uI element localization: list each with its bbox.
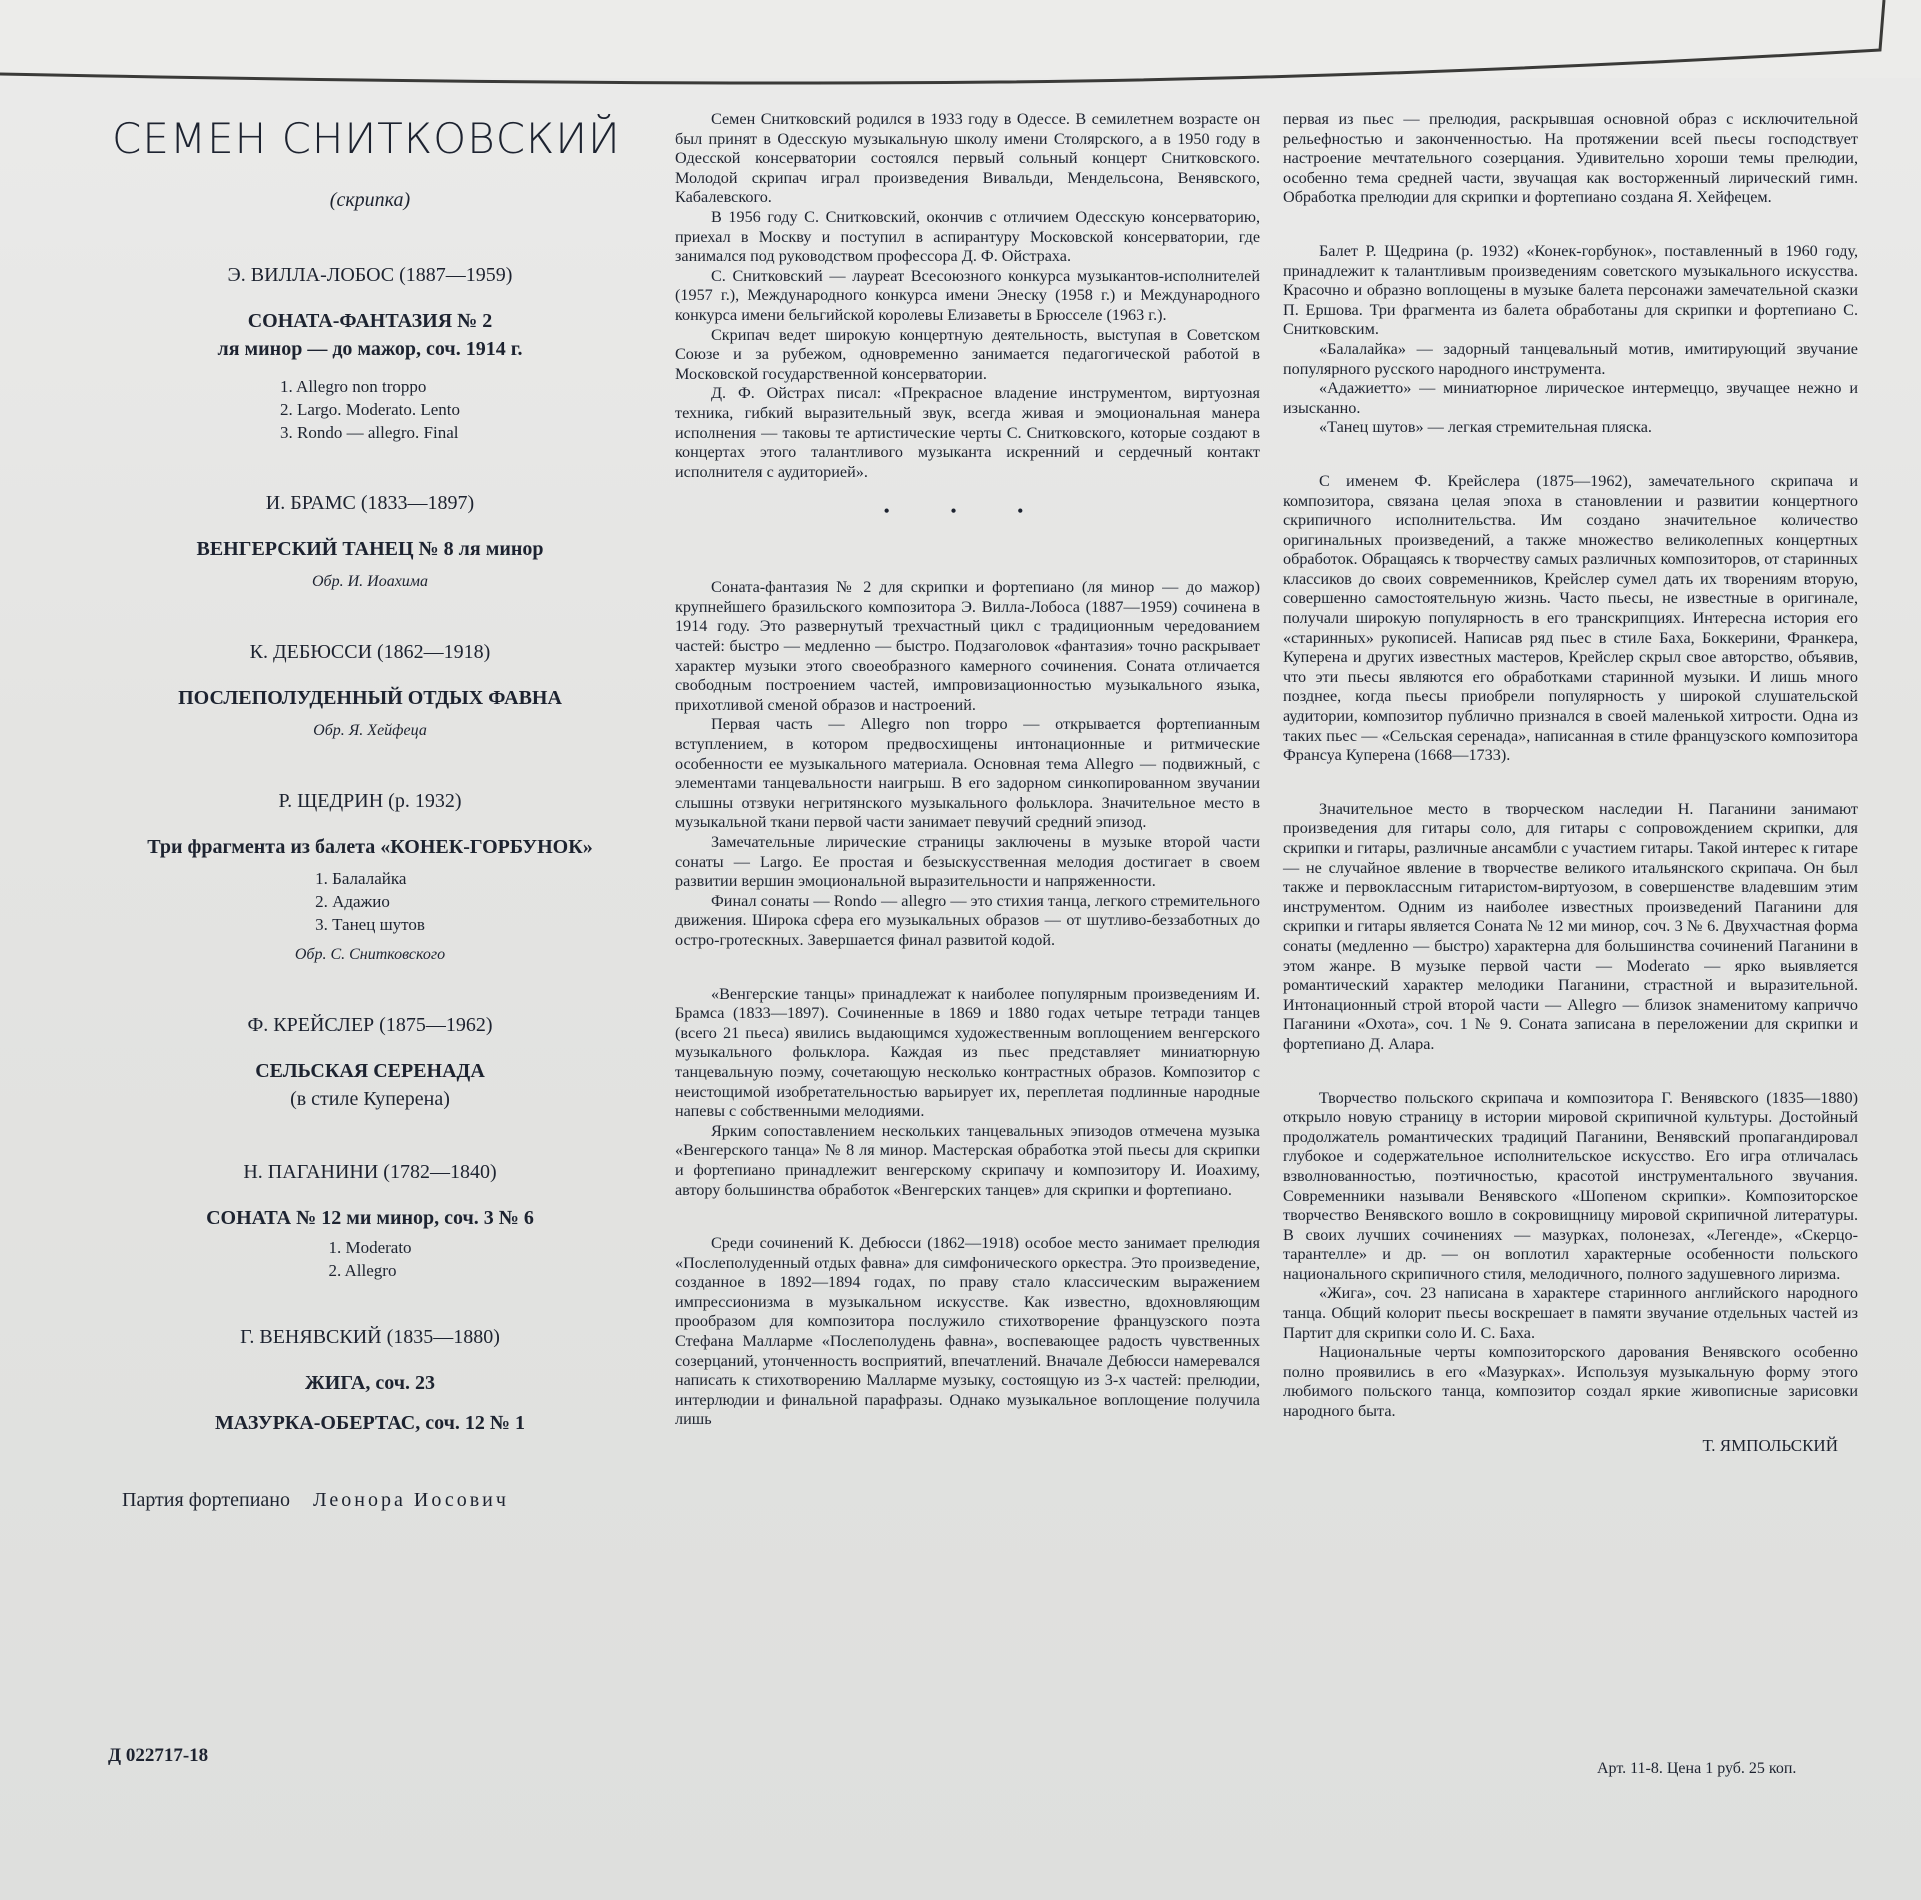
composer: Э. ВИЛЛА-ЛОБОС (1887—1959) [227, 264, 513, 286]
composer: Г. ВЕНЯВСКИЙ (1835—1880) [240, 1326, 500, 1348]
paragraph: Первая часть — Allegro non troppo — открывается фортепианным вступлением, в котором предвосхищены интонационные и ритмические особенности ее музыкального материала. Основная тема Allegro — подвижный, с элементами танцевальности наигрыш. В его задорном синкопированном звучании слышны отзвуки негритянского музыкального фольклора. Значительное место в музыкальной ткани первой части занимает певучий средний эпизод. [675, 715, 1260, 832]
kreisler-section [1283, 472, 1858, 766]
composer: К. ДЕБЮССИ (1862—1918) [249, 641, 491, 663]
paragraph: Творчество польского скрипача и композитора Г. Венявского (1835—1880) открыло новую страницу в истории мировой скрипичной культуры. Достойный продолжатель романтических традиций Паганини, Венявский пропагандировал глубокое и содержательное исполнительское искусство. Его игра отличалась взволнованностью, поэтичностью, красотой инструментального звучания. Современники называли Венявского «Шопеном скрипки». Композиторское творчество Венявского вошло в сокровищницу мировой скрипичной литературы. В своих лучших сочинениях — мазурках, полонезах, «Легенде», «Скерцо-тарантелле» и др. — он воплотил характерные особенности польского национального скрипичного стиля, мелодичного, полного задушевного лиризма. [1283, 1088, 1858, 1283]
paragraph: Соната-фантазия № 2 для скрипки и фортепиано (ля минор — до мажор) крупнейшего бразильского композитора Э. Вилла-Лобоса (1887—1959) сочинена в 1914 году. Это развернутый трехчастный цикл с традиционным чередованием частей: быстро — медленно — быстро. Подзаголовок «фантазия» точно раскрывает характер музыки этого своеобразного камерного сочинения. Соната отличается свободным построением частей, импровизационностью музыкального языка, прихотливой сменой образов и настроений. [675, 578, 1260, 714]
paragraph: С именем Ф. Крейслера (1875—1962), замечательного скрипача и композитора, связана целая эпоха в становлении и развитии концертного скрипичного исполнительства. Им создано значительное количество оригинальных произведений, а также множество великолепных концертных обработок. Обращаясь к творчеству самых различных композиторов, от старинных классиков до своих современников, Крейслер сумел дать их творениям вторую, совершенно самостоятельную жизнь. Часто пьесы, не известные в оригинале, получали широкую популярность в его транскрипциях. Интересна история его «старинных» рукописей. Написав ряд пьес в стиле Баха, Боккерини, Франкера, Куперена и других известных мастеров, Крейслер скрыл свое авторство, объявив, что эти пьесы являются его обработками старинной музыки. И лишь много позднее, когда пьесы приобрели популярность у широкой слушательской аудитории, композитор публично признался в своей маленькой хитрости. Одна из таких пьес — «Сельская серенада», написанная в стиле французского композитора Франсуа Куперена (1668—1733). [1283, 471, 1858, 765]
arrangement: Обр. С. Снитковского [294, 946, 446, 963]
movement: 2. Largo. Moderato. Lento [279, 400, 461, 419]
artist-name: СЕМЕН СНИТКОВСКИЙ [112, 114, 621, 163]
program-item [100, 1161, 640, 1326]
movement: 1. Moderato [328, 1238, 412, 1257]
instrument-label: (скрипка) [329, 189, 411, 211]
composer: Н. ПАГАНИНИ (1782—1840) [243, 1161, 497, 1183]
paragraph: Д. Ф. Ойстрах писал: «Прекрасное владение инструментом, виртуозная техника, гибкий выразительный звук, всегда живая и эмоциональная манера исполнения — таковы те артистические черты С. Снитковского, которые создают в концертах этого талантливого музыканта искренний и сердечный контакт исполнителя с аудиторией». [675, 384, 1260, 481]
paragraph: Балет Р. Щедрина (р. 1932) «Конек-горбунок», поставленный в 1960 году, принадлежит к талантливым произведениям советского музыкального искусства. Красочно и образно воплощены в музыке балета персонажи замечательной сказки П. Ершова. Три фрагмента из балета обработаны для скрипки и фортепиано С. Снитковским. [1283, 241, 1858, 339]
work-title: ЖИГА, соч. 23 [305, 1372, 435, 1394]
arrangement: Обр. И. Иоахима [311, 573, 429, 590]
movement-list [280, 375, 460, 444]
shchedrin-section [1283, 242, 1858, 438]
program-item [100, 492, 640, 591]
paragraph: «Танец шутов» — легкая стремительная пляска. [1319, 418, 1652, 437]
program-item [100, 264, 640, 492]
movement: 2. Allegro [328, 1261, 397, 1280]
price-label: Арт. 11-8. Цена 1 руб. 25 коп. [1597, 1760, 1797, 1777]
program-item [100, 790, 640, 964]
program-item [100, 1014, 640, 1113]
movement-list [315, 867, 425, 936]
bio-section [675, 110, 1260, 482]
paragraph: Ярким сопоставлением нескольких танцевальных эпизодов отмечена музыка «Венгерского танца» № 8 ля минор. Мастерская обработка этой пьесы для скрипки и фортепиано принадлежит венгерскому скрипачу и композитору И. Иоахиму, автору большинства обработок «Венгерских танцев» для скрипки и фортепиано. [675, 1121, 1260, 1199]
work-title: СОНАТА-ФАНТАЗИЯ № 2 [247, 310, 493, 332]
composer: И. БРАМС (1833—1897) [265, 492, 475, 514]
notes-column-middle [675, 110, 1260, 1464]
piano-credit [100, 1489, 640, 1512]
work-subtitle: ля минор — до мажор, соч. 1914 г. [217, 338, 523, 360]
paragraph: Среди сочинений К. Дебюсси (1862—1918) особое место занимает прелюдия «Послеполуденный отдых фавна» для симфонического оркестра. Это произведение, созданное в 1892—1894 годах, по праву стало классическим выражением импрессионизма в музыкальном искусстве. Как известно, вдохновляющим прообразом для композитора послужило стихотворение французского поэта Стефана Малларме «Послеполудень фавна», воспевающее радость чувственных созерцаний, утонченность восприятий, впечатлений. Вначале Дебюсси намеревался написать к стихотворению Малларме музыку, состоящую из 3-х частей: прелюдии, интерлюдии и финальной парафразы. Однако музыкальное воплощение получила лишь [675, 1234, 1260, 1429]
paragraph: Замечательные лирические страницы заключены в музыке второй части сонаты — Largo. Ее простая и безыскусственная мелодия достигает в своем развитии вершин эмоциональной выразительности и напряженности. [675, 833, 1260, 891]
debussy-section [675, 1234, 1260, 1430]
villa-lobos-section [675, 578, 1260, 950]
brahms-section [675, 985, 1260, 1201]
composer: Ф. КРЕЙСЛЕР (1875—1962) [247, 1014, 493, 1036]
composer: Р. ЩЕДРИН (р. 1932) [278, 790, 462, 812]
paragraph: Скрипач ведет широкую концертную деятельность, выступая в Советском Союзе и за рубежом, одновременно занимается педагогической работой в Московской государственной консерватории. [675, 325, 1260, 383]
paragraph: «Жига», соч. 23 написана в характере старинного английского народного танца. Общий колорит пьесы воскрешает в памяти звучание отдельных частей из Партит для скрипки соло И. С. Баха. [1283, 1284, 1858, 1342]
author-signature: Т. ЯМПОЛЬСКИЙ [1702, 1435, 1838, 1455]
debussy-continued [1283, 110, 1858, 208]
piano-label: Партия фортепиано [122, 1489, 290, 1511]
notes-column-right [1283, 110, 1858, 1456]
paragraph: «Венгерские танцы» принадлежат к наиболее популярным произведениям И. Брамса (1833—1897). Сочиненные в 1869 и 1880 годах четыре тетради танцев (всего 21 пьеса) явились выдающимся художественным воплощением венгерского музыкального фольклора. Каждая из пьес представляет миниатюрную танцевальную поэму, сочетающую несколько контрастных образов. Композитор с неистощимой изобретательностью варьирует их, переплетая подлинные народные напевы с собственными мелодиями. [675, 984, 1260, 1121]
work-title: СОНАТА № 12 ми минор, соч. 3 № 6 [206, 1207, 534, 1229]
movement: 3. Rondo — allegro. Final [279, 423, 459, 442]
movement-list [328, 1236, 411, 1282]
paragraph: «Адажиетто» — миниатюрное лирическое интермеццо, звучащее нежно и изысканно. [1283, 379, 1858, 417]
paragraph: Значительное место в творческом наследии Н. Паганини занимают произведения для гитары соло, для гитары с сопровождением скрипки, для скрипки и гитары, различные ансамбли с участием гитары. Такой интерес к гитаре — не случайное явление в творчестве великого итальянского скрипача. Он был также и первоклассным гитаристом-виртуозом, в совершенстве владевшим этим инструментом. Одним из наиболее известных произведений Паганини для скрипки и гитары является Соната № 12 ми минор, соч. 3 № 6. Двухчастная форма сонаты (медленно — быстро) характерна для большинства сочинений Паганини в этом жанре. В музыке первой части — Moderato — ярко выявляется романтический характер мелодики Паганини, страстной и выразительной. Интонационный строй второй части — Allegro — близок знаменитому каприччо Паганини «Охота», соч. 1 № 9. Соната записана в переложении для скрипки и фортепиано Д. Алара. [1283, 799, 1858, 1053]
work-title: ПОСЛЕПОЛУДЕННЫЙ ОТДЫХ ФАВНА [178, 687, 562, 709]
work-title-2: МАЗУРКА-ОБЕРТАС, соч. 12 № 1 [215, 1412, 525, 1434]
program-item [100, 1326, 640, 1437]
work-title: Три фрагмента из балета «КОНЕК-ГОРБУНОК» [147, 836, 593, 858]
work-title: СЕЛЬСКАЯ СЕРЕНАДА [255, 1060, 485, 1082]
paragraph: В 1956 году С. Снитковский, окончив с отличием Одесскую консерваторию, приехал в Москву и поступил в аспирантуру Московской консерватории, где занимался под руководством профессора Д. Ф. Ойстраха. [675, 207, 1260, 266]
paragraph: «Балалайка» — задорный танцевальный мотив, имитирующий звучание популярного русского народного инструмента. [1283, 339, 1858, 378]
arrangement: Обр. Я. Хейфеца [313, 722, 427, 739]
movement: 3. Танец шутов [315, 915, 425, 934]
section-divider: • • • [883, 501, 1052, 522]
movement: 1. Балалайка [315, 869, 407, 888]
work-subtitle: (в стиле Куперена) [290, 1088, 450, 1110]
pianist-name: Леонора Иосович [313, 1489, 509, 1511]
paragraph: Семен Снитковский родился в 1933 году в Одессе. В семилетнем возрасте он был принят в Одесскую музыкальную школу имени Столярского, а в 1950 году в Одесской консерватории состоялся первый сольный концерт Снитковского. Молодой скрипач играл произведения Вивальди, Мендельсона, Венявского, Кабалевского. [675, 110, 1260, 207]
sleeve-edge-line [0, 0, 1921, 100]
movement: 2. Адажио [315, 892, 390, 911]
program-item [100, 641, 640, 740]
catalog-number: Д 022717-18 [108, 1745, 209, 1766]
wieniawski-section [1283, 1089, 1858, 1422]
paragraph: Национальные черты композиторского дарования Венявского особенно полно проявились в его «Мазурках». Используя музыкальную форму этого любимого польского танца, композитор создал яркие живописные зарисовки народного быта. [1283, 1343, 1858, 1421]
paragraph: Финал сонаты — Rondo — allegro — это стихия танца, легкого стремительного движения. Широка сфера его музыкальных образов — от шутливо-беззаботных до остро-гротескных. Завершается финал развитой кодой. [675, 891, 1260, 949]
program-column [100, 110, 640, 1512]
paragraph: первая из пьес — прелюдия, раскрывшая основной образ с исключительной рельефностью и законченностью. На протяжении всей пьесы господствует настроение мечтательного созерцания. Удивительно хороши темы прелюдии, особенно тема средней части, звучащая как восторженный лирический гимн. Обработка прелюдии для скрипки и фортепиано создана Я. Хейфецем. [1283, 110, 1858, 207]
movement: 1. Allegro non troppo [279, 377, 427, 396]
paganini-section [1283, 800, 1858, 1055]
paragraph: С. Снитковский — лауреат Всесоюзного конкурса музыкантов-исполнителей (1957 г.), Международного конкурса имени Энеску (1958 г.) и Международного конкурса имени бельгийской королевы Елизаветы в Брюсселе (1963 г.). [675, 266, 1260, 324]
work-title: ВЕНГЕРСКИЙ ТАНЕЦ № 8 ля минор [196, 538, 544, 560]
